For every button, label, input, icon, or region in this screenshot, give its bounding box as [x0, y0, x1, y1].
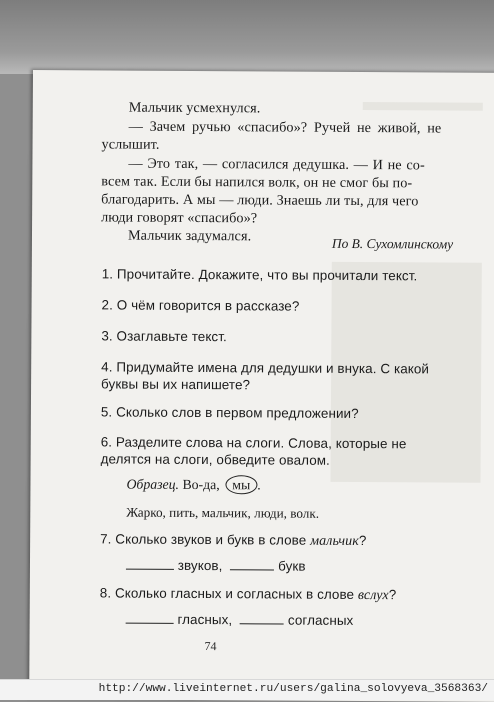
- question-8: [100, 585, 397, 604]
- answer-blank[interactable]: [126, 556, 174, 570]
- question-text: Сколько звуков и букв в слове: [115, 531, 307, 548]
- question-text: Придумайте имена для дедушки и внука. С какой: [116, 359, 430, 377]
- source-url[interactable]: http://www.liveinternet.ru/users/galina_solovyeva_3568363/: [98, 683, 488, 695]
- question-word: мальчик: [310, 533, 359, 549]
- question-end: ?: [388, 587, 397, 603]
- story-line: всем так. Если бы напился волк, он не смог бы по-: [101, 173, 413, 192]
- question-number: 1.: [101, 266, 114, 282]
- page-number: 74: [204, 639, 217, 654]
- answer-blank[interactable]: [240, 610, 284, 624]
- example-words: Жарко, пить, мальчик, люди, волк.: [126, 504, 320, 521]
- question-4: [101, 359, 429, 376]
- question-7: [100, 531, 366, 550]
- question-3: [101, 328, 227, 344]
- answer-line-7: [126, 556, 306, 574]
- story-author: По В. Сухомлинскому: [331, 235, 454, 252]
- oval-word: мы: [225, 475, 257, 494]
- question-number: 8.: [99, 585, 112, 601]
- question-number: 5.: [100, 404, 113, 420]
- bleed-through-strip: [363, 102, 483, 111]
- scan-background: [0, 0, 494, 74]
- story-line: люди говорят «спасибо»?: [101, 209, 258, 227]
- question-5: [101, 404, 359, 421]
- story-line: — Зачем ручью «спасибо»? Ручей не живой, не: [128, 118, 442, 137]
- question-text: Озаглавьте текст.: [116, 328, 227, 345]
- example-label: Образец.: [126, 476, 180, 492]
- question-number: 3.: [101, 328, 113, 344]
- answer-blank[interactable]: [126, 610, 174, 624]
- question-number: 4.: [101, 359, 113, 375]
- question-2: [102, 297, 300, 313]
- answer-label: букв: [278, 558, 306, 574]
- question-6: [101, 434, 407, 451]
- source-footer: [0, 679, 494, 700]
- question-word: вслух: [357, 587, 389, 604]
- question-end: ?: [358, 533, 367, 549]
- answer-label: звуков,: [177, 557, 223, 574]
- question-text: Разделите слова на слоги. Слова, которые не: [115, 434, 407, 452]
- answer-label: гласных,: [177, 611, 233, 628]
- example-word: Во-да,: [182, 476, 220, 493]
- example-line: [126, 475, 260, 495]
- example-end: .: [257, 477, 261, 493]
- question-number: 7.: [100, 531, 112, 547]
- answer-line-8: [126, 610, 354, 628]
- question-text: Сколько гласных и согласных в слове: [114, 585, 355, 602]
- question-number: 6.: [100, 434, 113, 450]
- question-1: [102, 266, 418, 283]
- answer-blank[interactable]: [230, 556, 274, 570]
- question-text: Сколько слов в первом предложении?: [116, 404, 359, 421]
- question-6-continued: делятся на слоги, обведите овалом.: [100, 451, 330, 468]
- question-number: 2.: [101, 297, 113, 313]
- question-text: Прочитайте. Докажите, что вы прочитали текст.: [116, 266, 418, 284]
- story-line: услышит.: [101, 136, 160, 153]
- question-text: О чём говорится в рассказе?: [116, 297, 300, 314]
- story-line: Мальчик усмехнулся.: [128, 99, 261, 117]
- story-line: — Это так, — согласился дедушка. — И не со-: [128, 155, 425, 174]
- question-4-continued: буквы вы их напишете?: [101, 376, 251, 393]
- textbook-page: [29, 70, 494, 702]
- answer-label: согласных: [287, 612, 354, 628]
- story-line: Мальчик задумался.: [127, 227, 252, 245]
- story-line: благодарить. А мы — люди. Знаешь ли ты, для чего: [101, 191, 419, 210]
